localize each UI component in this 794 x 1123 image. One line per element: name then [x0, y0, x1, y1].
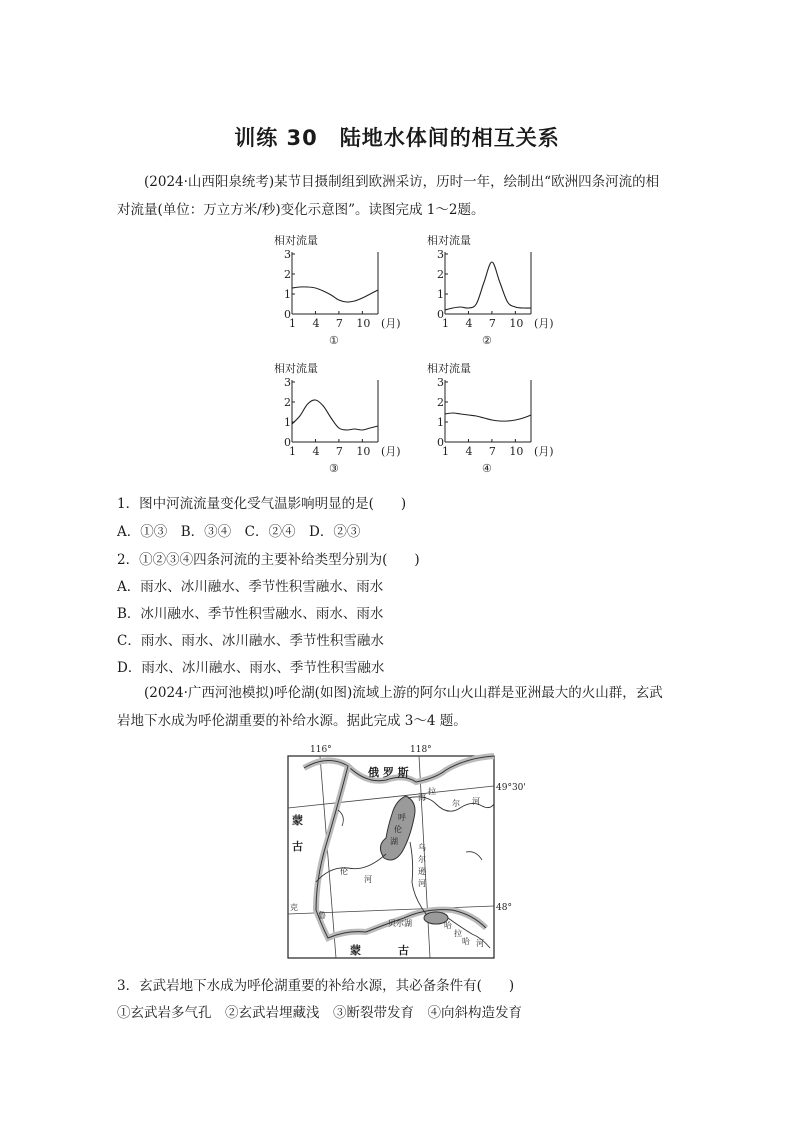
x-tick-label: 1 [442, 445, 449, 458]
y-axis-label: 相对流量 [427, 362, 471, 375]
y-tick-label: 3 [437, 376, 444, 389]
chart-number-label: ④ [482, 462, 492, 475]
hulun-label-1: 呼 [398, 813, 406, 822]
x-tick-label: 10 [509, 317, 524, 330]
question-1-options: A．①③ B．③④ C．②④ D．②③ [117, 524, 361, 540]
series-line [445, 262, 531, 310]
hailar-label-2: 拉 [428, 787, 436, 796]
minor-river-line [466, 852, 482, 860]
kelulun-river-line [316, 854, 386, 882]
y-tick-label: 1 [284, 416, 291, 429]
x-tick-label: 1 [289, 445, 296, 458]
mongolia-left-label-1: 蒙 [292, 814, 303, 827]
mongolia-bottom-label-2: 古 [398, 944, 409, 957]
y-tick-label: 3 [284, 376, 291, 389]
minor-river-line-2 [338, 810, 343, 826]
y-axis-label: 相对流量 [427, 234, 471, 247]
question-2-option-a: A．雨水、冰川融水、季节性积雪融水、雨水 [117, 579, 384, 595]
y-tick-label: 2 [437, 268, 444, 281]
halaha-label-2: 拉 [454, 929, 462, 938]
russia-label: 俄 罗 斯 [368, 766, 409, 779]
halaha-label-4: 河 [476, 939, 484, 948]
kelulun-label-3: 伦 [340, 867, 348, 876]
wuersun-label-1: 乌 [418, 843, 426, 852]
y-tick-label: 2 [284, 268, 291, 281]
hailar-label-3: 尔 [452, 799, 460, 808]
x-tick-label: 7 [488, 317, 496, 330]
chart-3 [270, 360, 420, 480]
x-unit-label: (月) [381, 317, 401, 330]
x-unit-label: (月) [534, 317, 554, 330]
mongolia-left-label-2: 古 [292, 840, 303, 853]
hulun-label-3: 湖 [390, 837, 398, 846]
x-tick-label: 10 [356, 445, 371, 458]
intro-1-line-2: 对流量(单位：万立方米/秒)变化示意图”。读图完成 1～2题。 [117, 202, 485, 218]
hulun-lake-map [276, 742, 526, 962]
x-tick-label: 10 [356, 317, 371, 330]
kelulun-label-4: 河 [364, 875, 372, 884]
x-tick-label: 1 [442, 317, 449, 330]
intro-2-line-2: 岩地下水成为呼伦湖重要的补给水源。据此完成 3～4 题。 [117, 713, 467, 729]
y-tick-label: 0 [437, 308, 444, 321]
intro-2-line-1: (2024·广西河池模拟)呼伦湖(如图)流域上游的阿尔山火山群是亚洲最大的火山群，玄武 [144, 685, 663, 701]
chart-number-label: ① [329, 334, 339, 347]
intro-paragraph-1 [117, 168, 683, 224]
y-tick-label: 0 [284, 436, 291, 449]
kelulun-label-1: 克 [290, 903, 298, 912]
x-unit-label: (月) [534, 445, 554, 458]
series-line [292, 287, 378, 302]
x-tick-label: 7 [335, 445, 343, 458]
lon-118-label: 118° [410, 745, 432, 755]
y-tick-label: 0 [437, 436, 444, 449]
x-tick-label: 4 [465, 445, 473, 458]
x-unit-label: (月) [381, 445, 401, 458]
y-tick-label: 2 [437, 396, 444, 409]
x-tick-label: 7 [335, 317, 343, 330]
hailar-label-4: 河 [472, 797, 480, 806]
question-1-stem: 1．图中河流流量变化受气温影响明显的是( ) [117, 496, 407, 512]
y-tick-label: 2 [284, 396, 291, 409]
wuersun-river-line [410, 842, 426, 914]
x-tick-label: 4 [465, 317, 473, 330]
question-2-stem: 2．①②③④四条河流的主要补给类型分别为( ) [117, 552, 420, 568]
chart-1 [270, 232, 420, 352]
y-axis-label: 相对流量 [274, 362, 318, 375]
y-tick-label: 3 [437, 248, 444, 261]
question-2-option-b: B．冰川融水、季节性积雪融水、雨水、雨水 [117, 606, 384, 622]
question-3-options: ①玄武岩多气孔 ②玄武岩埋藏浅 ③断裂带发育 ④向斜构造发育 [117, 1005, 522, 1021]
series-line [292, 400, 378, 430]
series-line [445, 413, 531, 421]
y-tick-label: 1 [437, 416, 444, 429]
page-title: 训练 30 陆地水体间的相互关系 [234, 126, 560, 150]
chart-number-label: ② [482, 334, 492, 347]
x-tick-label: 7 [488, 445, 496, 458]
wuersun-label-2: 尔 [418, 855, 426, 864]
lat-49-30-label: 49°30' [496, 783, 526, 793]
lon-116-label: 116° [310, 745, 332, 755]
question-2-option-d: D．雨水、冰川融水、雨水、季节性积雪融水 [117, 660, 385, 676]
x-tick-label: 4 [312, 317, 320, 330]
halaha-label-3: 哈 [462, 937, 470, 946]
wuersun-label-4: 河 [418, 879, 426, 888]
chart-4 [423, 360, 573, 480]
y-axis-label: 相对流量 [274, 234, 318, 247]
y-tick-label: 1 [284, 288, 291, 301]
chart-number-label: ③ [329, 462, 339, 475]
hulun-label-2: 伦 [394, 825, 402, 834]
buir-lake-label: 贝尔湖 [388, 919, 412, 928]
kelulun-label-2: 鲁 [318, 911, 326, 920]
halaha-label-1: 哈 [444, 921, 452, 930]
hailar-label-1: 海 [418, 793, 426, 802]
chart-2 [423, 232, 573, 352]
x-tick-label: 10 [509, 445, 524, 458]
wuersun-label-3: 逊 [418, 867, 426, 876]
intro-1-line-1: (2024·山西阳泉统考)某节目摄制组到欧洲采访，历时一年，绘制出“欧洲四条河流的相 [144, 174, 660, 190]
parallel-49-30 [288, 786, 494, 808]
question-2-option-c: C．雨水、雨水、冰川融水、季节性积雪融水 [117, 633, 384, 649]
lat-48-label: 48° [496, 903, 512, 913]
question-3-stem: 3．玄武岩地下水成为呼伦湖重要的补给水源，其必备条件有( ) [117, 978, 515, 994]
y-tick-label: 1 [437, 288, 444, 301]
y-tick-label: 0 [284, 308, 291, 321]
intro-paragraph-2 [117, 679, 683, 735]
x-tick-label: 1 [289, 317, 296, 330]
mongolia-bottom-label-1: 蒙 [350, 944, 361, 957]
y-tick-label: 3 [284, 248, 291, 261]
x-tick-label: 4 [312, 445, 320, 458]
